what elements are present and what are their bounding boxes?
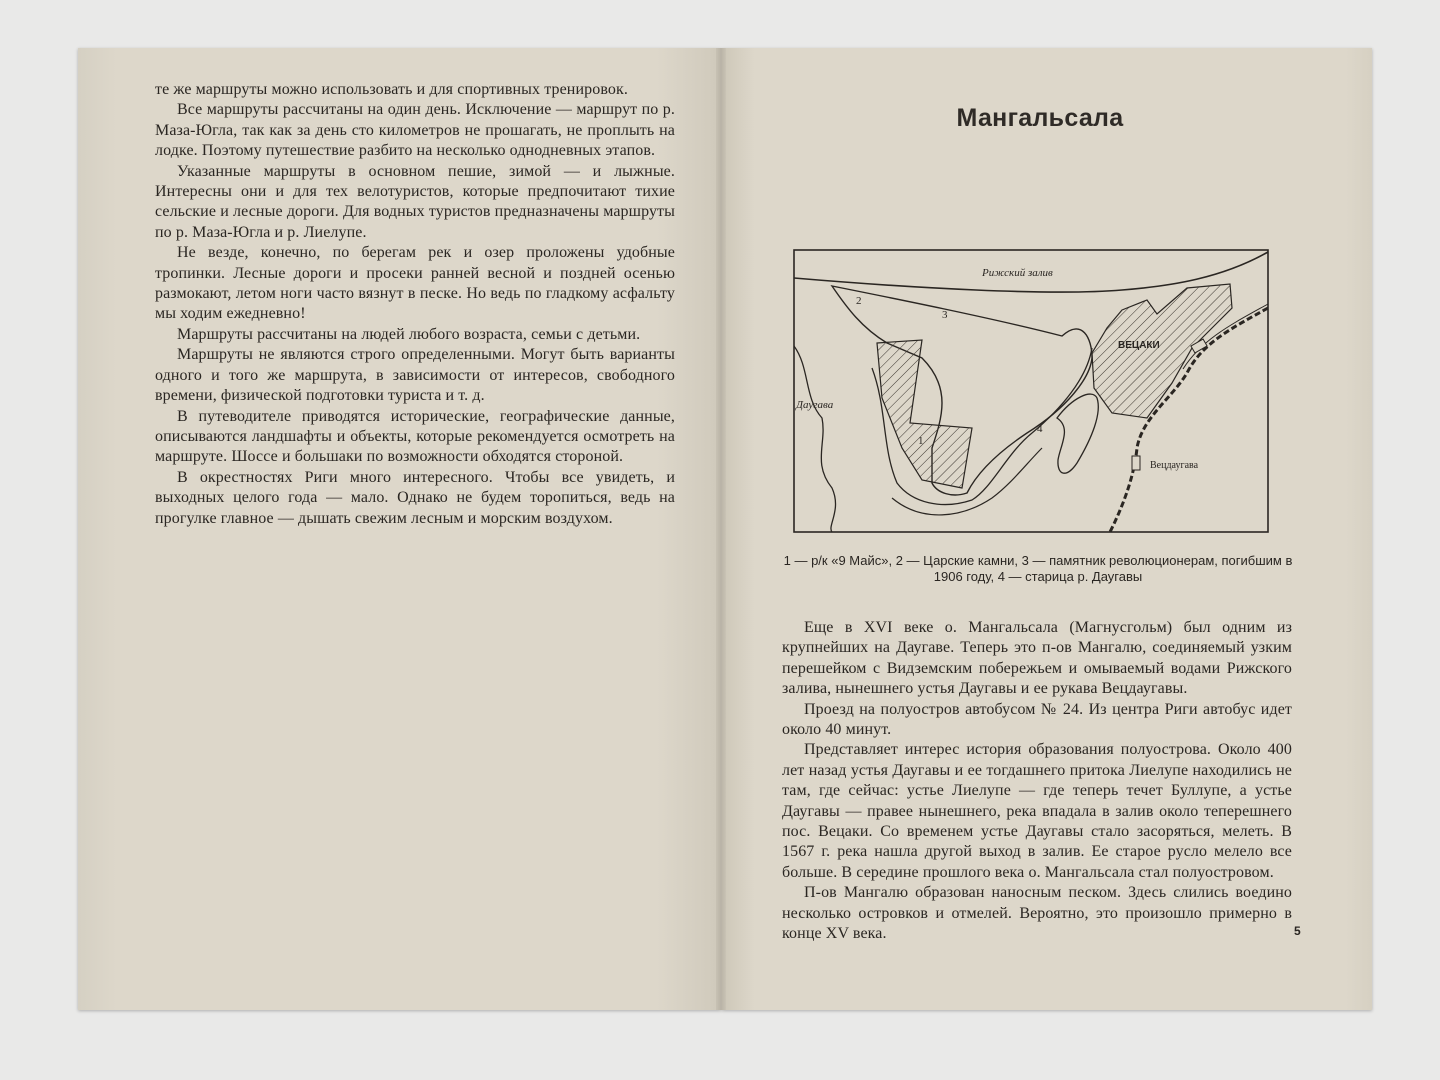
paragraph: Указанные маршруты в основном пешие, зимой — и лыжные. Интересны они и для тех велотуристов, которые предпочитают тихие сельские и лесные дороги. Для водных туристов предназначены маршруты по р. Маза-Югла и р. Лиелупе.	[155, 162, 675, 241]
vecdaugava-label: Вецдаугава	[1150, 460, 1199, 471]
left-page-text	[155, 80, 675, 529]
paragraph: Маршруты не являются строго определенными. Могут быть варианты одного и того же маршрута, в зависимости от интересов, свободного времени, физической подготовки туриста и т. д.	[155, 346, 675, 405]
paragraph: Все маршруты рассчитаны на один день. Исключение — маршрут по р. Маза-Югла, так как за день сто километров не прошагать, не проплыть на лодке. Поэтому путешествие разбито на несколько однодневных этапов.	[155, 101, 675, 160]
paragraph: Маршруты рассчитаны на людей любого возраста, семьи с детьми.	[177, 325, 641, 343]
paragraph: Еще в XVI веке о. Мангальсала (Магнусгольм) был одним из крупнейших на Даугаве. Теперь это п-ов Мангалю, соединяемый узким перешейком с Видземским побережьем и омываемый водами Рижского залива, нынешнего устья Даугавы и ее рукава Вецдаугавы.	[782, 619, 1292, 698]
hatched-area-vecaki	[1092, 284, 1232, 418]
map-figure	[792, 248, 1272, 536]
chapter-title: Мангальсала	[956, 104, 1124, 132]
paragraph: Представляет интерес история образования полуострова. Около 400 лет назад устья Даугавы и ее тогдашнего притока Лиелупе находились не там, где сейчас: устье Лиелупе — где теперь течет Буллупе, а устье Даугавы — правее нынешнего, река впадала в залив около теперешнего пос. Вецаки. Со временем устье Даугавы стало засоряться, мелеть. В 1567 г. река нашла другой выход в залив. Ее старое русло мелело все больше. В середине прошлого века о. Мангальсала стал полуостровом.	[782, 741, 1292, 881]
paragraph: те же маршруты можно использовать и для спортивных тренировок.	[155, 81, 628, 98]
map-drawing	[792, 248, 1272, 536]
paragraph: П-ов Мангалю образован наносным песком. Здесь слились воедино несколько островков и отмелей. Вероятно, это произошло примерно в конце XV века.	[782, 884, 1292, 943]
paragraph: В путеводителе приводятся исторические, географические данные, описываются ландшафты и объекты, которые рекомендуется осмотреть на маршруте. Шоссе и большаки по возможности обходятся стороной.	[155, 407, 675, 466]
map-number: 3	[942, 309, 948, 321]
right-page-text	[782, 618, 1292, 945]
paragraph: В окрестностях Риги много интересного. Чтобы все увидеть, и выходных целого года — мало. Однако не будем торопиться, ведь на прогулке главное — дышать свежим лесным и морским воздухом.	[155, 468, 675, 527]
map-caption: 1 — р/к «9 Майс», 2 — Царские камни, 3 — памятник революционерам, погибшим в 1906 году, 4 — старица р. Даугавы	[783, 553, 1293, 584]
map-number: 2	[856, 295, 862, 307]
page-number: 5	[1294, 924, 1301, 938]
map-number: 1	[918, 435, 924, 447]
vecaki-label: ВЕЦАКИ	[1118, 340, 1160, 351]
book-gutter	[716, 48, 726, 1010]
gulf-label: Рижский залив	[982, 267, 1053, 279]
daugava-bank	[794, 346, 836, 532]
station-marker	[1132, 456, 1140, 470]
paragraph: Проезд на полуостров автобусом № 24. Из центра Риги автобус идет около 40 минут.	[782, 700, 1292, 739]
paragraph: Не везде, конечно, по берегам рек и озер проложены удобные тропинки. Лесные дороги и просеки ранней весной и поздней осенью размокают, летом ноги часто вязнут в песке. Но ведь по гладкому асфальту мы ходим ежедневно!	[155, 244, 675, 323]
daugava-label: Даугава	[796, 399, 834, 411]
map-number: 4	[1037, 423, 1043, 435]
